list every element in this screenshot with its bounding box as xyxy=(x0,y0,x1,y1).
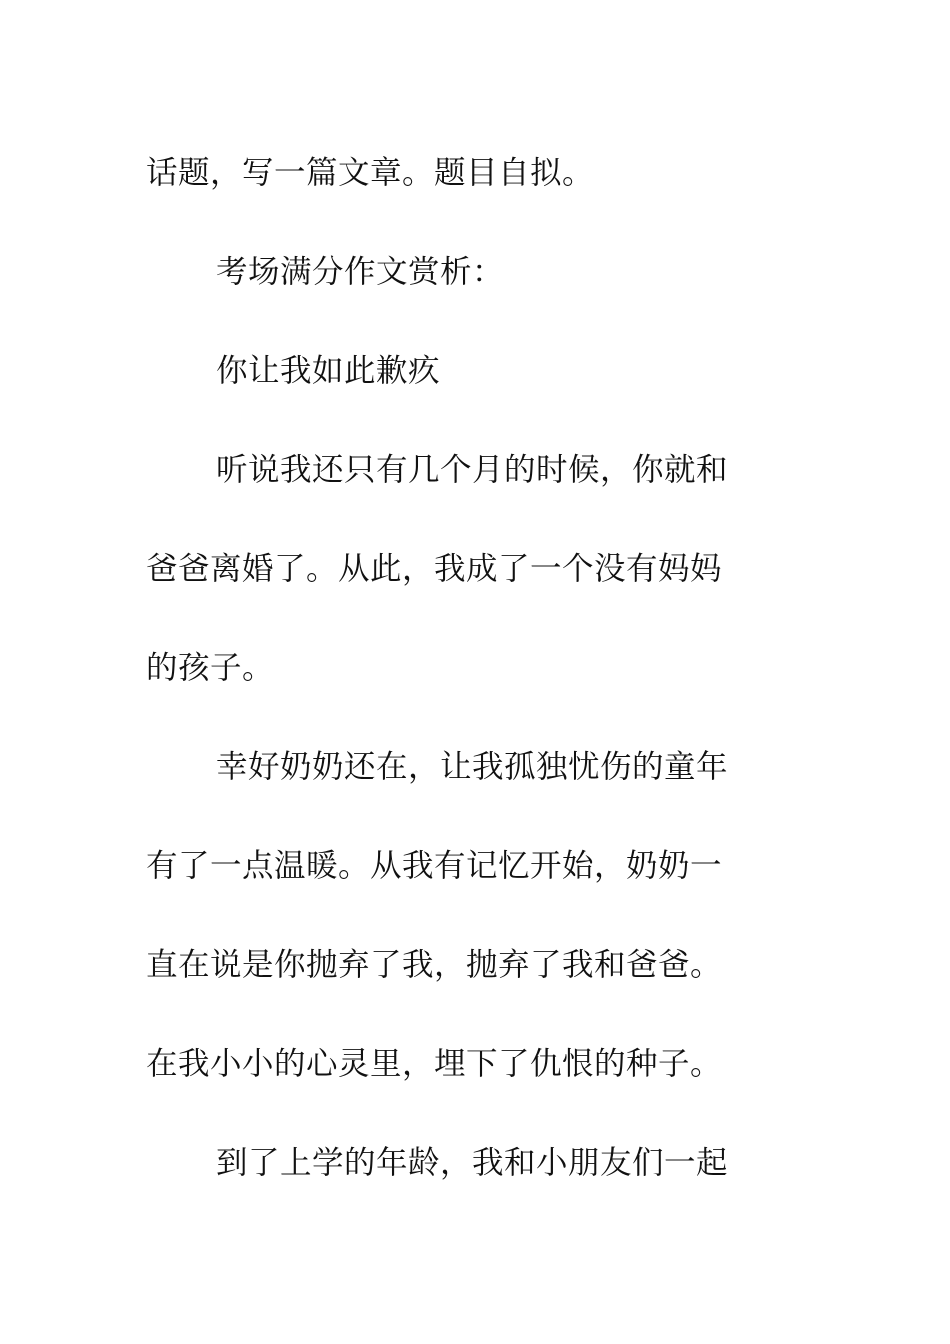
text-line: 幸好奶奶还在，让我孤独忧伤的童年 xyxy=(216,749,729,785)
text-line: 在我小小的心灵里，埋下了仇恨的种子。 xyxy=(146,1046,723,1082)
text-line: 直在说是你抛弃了我，抛弃了我和爸爸。 xyxy=(146,947,723,983)
text-line: 爸爸离婚了。从此，我成了一个没有妈妈 xyxy=(146,551,723,587)
paragraph-3 xyxy=(146,1114,786,1213)
text-line: 听说我还只有几个月的时候，你就和 xyxy=(216,452,729,488)
paragraph-prompt-end xyxy=(146,124,786,223)
text-line: 话题，写一篇文章。题目自拟。 xyxy=(146,155,595,191)
document-body xyxy=(146,124,786,1213)
paragraph-essay-title xyxy=(146,322,786,421)
text-line: 的孩子。 xyxy=(146,650,275,686)
paragraph-section-heading xyxy=(146,223,786,322)
essay-title: 你让我如此歉疚 xyxy=(216,353,441,389)
paragraph-2 xyxy=(146,718,786,1114)
text-line: 有了一点温暖。从我有记忆开始，奶奶一 xyxy=(146,848,723,884)
text-line: 到了上学的年龄，我和小朋友们一起 xyxy=(216,1145,729,1181)
paragraph-1 xyxy=(146,421,786,718)
section-heading: 考场满分作文赏析： xyxy=(216,254,505,290)
